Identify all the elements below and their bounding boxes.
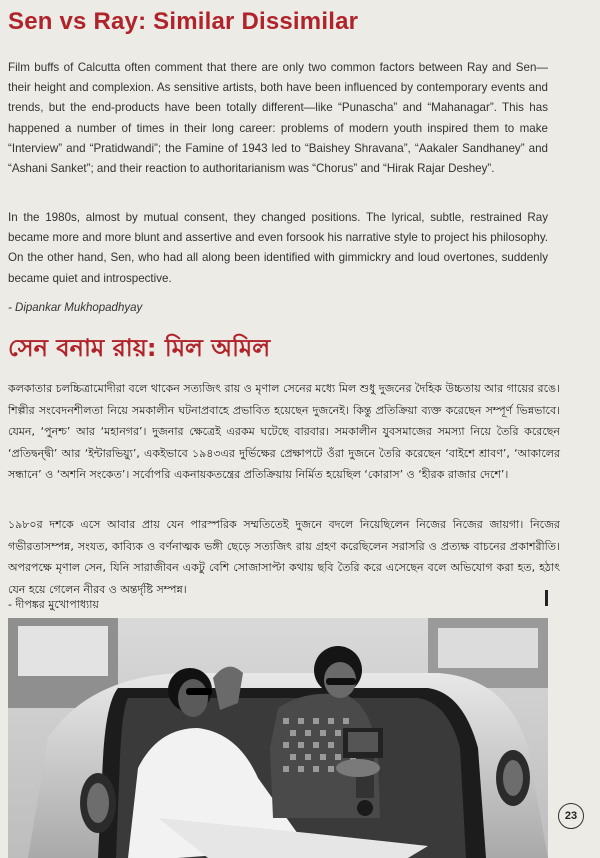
- bengali-paragraph-2: ১৯৮০র দশকে এসে আবার প্রায় যেন পারস্পরিক সম্মতিতেই দুজনে বদলে নিয়েছিলেন নিজের নিজের জায়গা। নিজের গভীরতাসম্পন্ন, সংযত, কাব্যিক ও বর্ণনাত্মক ভঙ্গী ছেড়ে সত্যজিৎ রায় গ্রহণ করেছিলেন সরাসরি ও প্রত্যক্ষ বাচনের প্রকাশরীতি। অপরপক্ষে মৃণাল সেন, যিনি সারাজীবন একটু বেশি সোজাসাপ্টা কথায় ছবি তৈরি করে এসেছেন বলে অভিযোগ করা হত, হঠাৎ যেন হয়ে গেলেন নীরব ও অন্তর্দৃষ্টি সম্পন্ন।: [8, 518, 560, 596]
- author-credit-bengali: - দীপঙ্কর মুখোপাধ্যায়: [8, 598, 99, 611]
- photo-illustration: [8, 618, 548, 858]
- bengali-paragraph-1: কলকাতার চলচ্চিত্রামোদীরা বলে থাকেন সত্যজিৎ রায় ও মৃণাল সেনের মধ্যে মিল শুধু দুজনের দৈহিক উচ্চতায় আর গায়ের রঙে। শিল্পীর সংবেদনশীলতা নিয়ে সমকালীন ঘটনাপ্রবাহে প্রভাবিত হয়েছেন দুজনেই। কিন্তু প্রতিক্রিয়া ব্যক্ত করেছেন সম্পূর্ণ ভিন্নভাবে। যেমন, ‘পুনশ্চ’ আর ‘মহানগর’। দুজনার ক্ষেত্রেই এরকম ঘটেছে বারবার। সমকালীন যুবসমাজের সমস্যা নিয়ে তৈরি করেছেন ‘প্রতিদ্বন্দ্বী’ আর ‘ইন্টারভিয়্যু’, একইভাবে ১৯৪৩এর দুর্ভিক্ষের প্রেক্ষাপটে ওঁরা দুজনে তৈরি করেছেন ‘বাইশে শ্রাবণ’, ‘আকালের সন্ধানে’ ও ‘অশনি সংকেত’। সর্বোপরি একনায়কতন্ত্রের প্রতিক্রিয়ায় নির্মিত হয়েছিল ‘কোরাস’ ও ‘হীরক রাজার দেশে’।: [8, 382, 560, 482]
- english-paragraph-2: In the 1980s, almost by mutual consent, they changed positions. The lyrical, subtle, restrained Ray became more and more blunt and assertive and even forsook his narrative style to project his philosophy. On the other hand, Sen, who had all along been identified with gimmickry and loud overtones, suddenly became quiet and introspective.: [8, 211, 548, 285]
- author-credit-english: - Dipankar Mukhopadhyay: [8, 302, 143, 314]
- black-and-white-photograph: [8, 618, 548, 858]
- article-title-english: Sen vs Ray: Similar Dissimilar: [8, 8, 359, 35]
- english-paragraph-1: Film buffs of Calcutta often comment that there are only two common factors between Ray and Sen—their height and complexion. As sensitive artists, both have been influenced by contemporary events and trends, but the end-products have been totally different—like “Punascha” and “Mahanagar”. This has happened a number of times in their long career: problems of modern youth inspired them to make “Interview” and “Pratidwandi”; the Famine of 1943 led to “Baishey Shravana”, “Aakaler Sandhaney” and “Ashani Sanket”; and their reaction to authoritarianism was “Chorus” and “Hirak Rajar Deshey”.: [8, 61, 548, 176]
- page-number: 23: [558, 803, 584, 829]
- margin-rule: [545, 590, 548, 606]
- article-title-bengali: সেন বনাম রায়: মিল অমিল: [8, 334, 271, 362]
